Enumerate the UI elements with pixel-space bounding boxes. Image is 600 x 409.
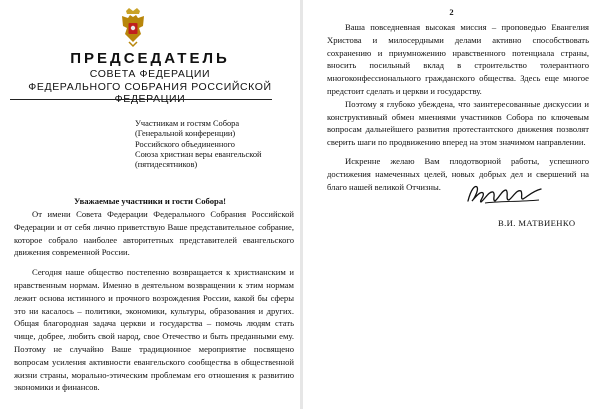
body-paragraph: От имени Совета Федерации Федерального Собрания Российской Федерации и от себя лично приветствую Ваше представительное собрание, которое собрало наиболее авторитетных представителей евангельского движения современной России. bbox=[14, 209, 294, 258]
letterhead-subtitle-council: СОВЕТА ФЕДЕРАЦИИ bbox=[89, 68, 211, 80]
letterhead-subtitle-assembly: ФЕДЕРАЛЬНОГО СОБРАНИЯ РОССИЙСКОЙ ФЕДЕРАЦИИ bbox=[28, 81, 272, 105]
letterhead-title: ПРЕДСЕДАТЕЛЬ bbox=[70, 50, 230, 67]
page-number: 2 bbox=[449, 7, 454, 17]
body-paragraph: Сегодня наше общество постепенно возвращается к христианским и нравственным нормам. Именно в деятельном возвращении к этим нормам лежит основа истинного и прочного возрождения России, какой бы сферы это ни касалось – политики, экономики, культуры, образования и других. Общая благородная задача церкви и государства – помочь людям стать чище, добрее, любить свой народ, свое Отечество и быть преданными ему. Поэтому не случайно Ваше традиционное мероприятие посвящено вопросам усиления активности евангельского сообщества в общественной жизни страны, морально-этическим проблемам его отношения к развитию экономики и финансов. bbox=[14, 267, 294, 393]
addressee-line: (Генеральной конференции) bbox=[135, 129, 236, 139]
handwritten-signature-icon bbox=[465, 181, 545, 207]
addressee-line: Российского объединенного bbox=[135, 139, 235, 149]
letter-body-page-2 bbox=[327, 21, 589, 193]
body-paragraph: Искренне желаю Вам плодотворной работы, успешного достижения намеченных целей, новых добрых дел и свершений на благо нашей великой Отчизны. bbox=[327, 155, 589, 192]
signer-name: В.И. МАТВИЕНКО bbox=[498, 218, 576, 228]
letterhead-divider bbox=[10, 99, 272, 100]
salutation: Уважаемые участники и гости Собора! bbox=[74, 196, 226, 206]
letter-body-page-1 bbox=[14, 208, 294, 401]
body-paragraph: Поэтому я глубоко убеждена, что заинтересованные дискуссии и конструктивный обмен мнениями участников Собора по ключевым вопросам дальнейшего развития протестантского движения позволят сверить шаги по продвижению вперед на этом значимом направлении. bbox=[327, 98, 589, 148]
coat-of-arms-icon bbox=[120, 8, 146, 48]
addressee-block bbox=[135, 119, 285, 170]
body-paragraph: Ваша повседневная высокая миссия – проповедью Евангелия Христова и милосердными делами активно способствовать сохранению и приумножению нравственного потенциала страны, вносить посильный вклад в строительство толерантного многоконфессионального гражданского общества. Здесь еще многое предстоит сделать и церкви и государству. bbox=[327, 22, 589, 96]
addressee-line: Союза христиан веры евангельской bbox=[135, 149, 262, 159]
addressee-line: (пятидесятников) bbox=[135, 160, 198, 170]
letter-page-2 bbox=[303, 0, 600, 409]
addressee-line: Участникам и гостям Собора bbox=[135, 119, 240, 128]
